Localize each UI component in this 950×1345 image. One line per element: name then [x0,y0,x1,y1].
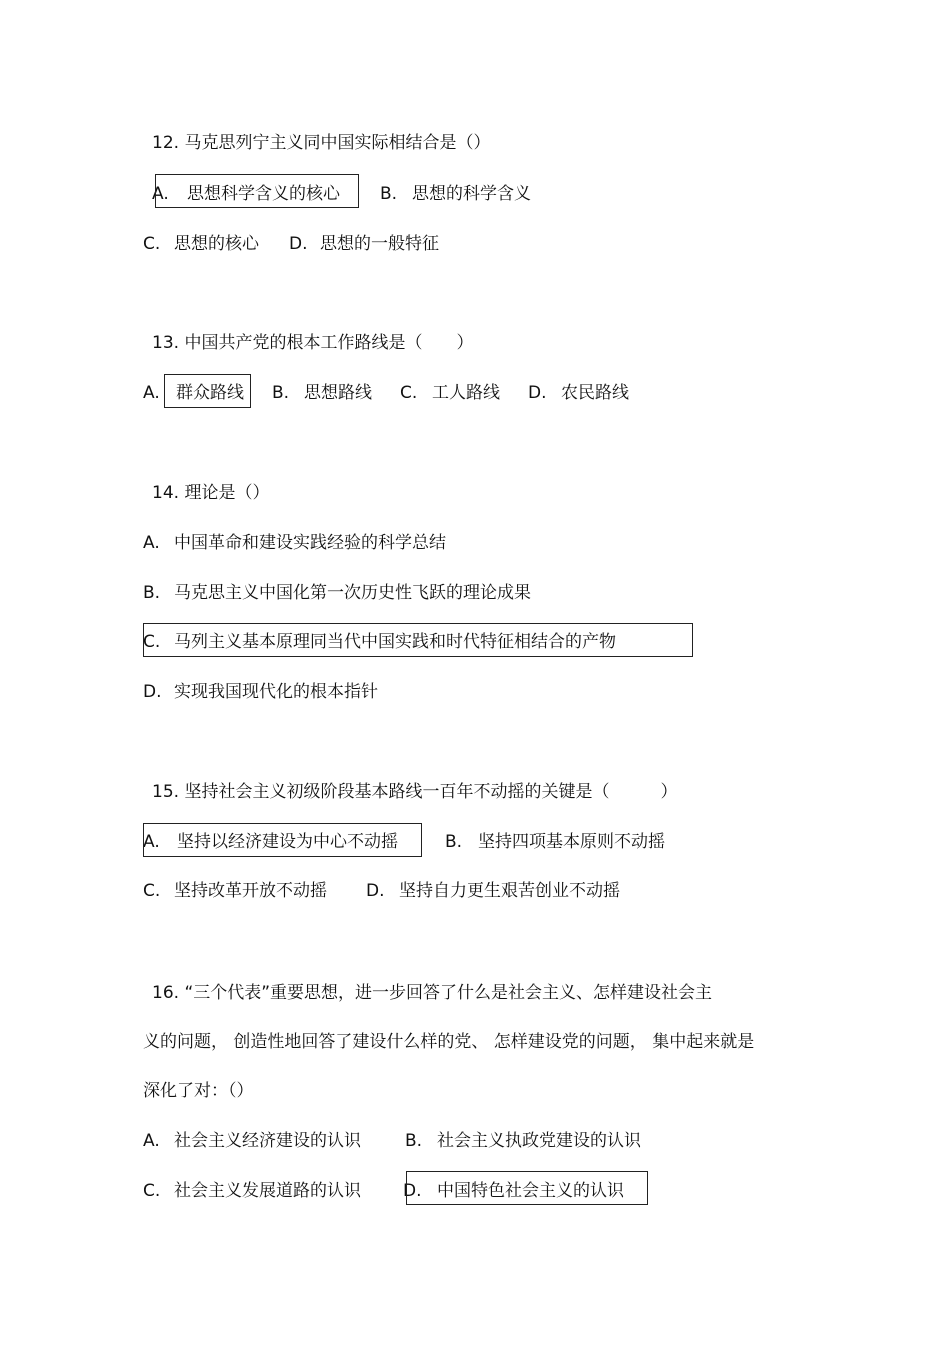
option-b-letter: B. [380,184,398,204]
option-c-text: 思想的核心 [174,234,259,254]
question-12-stem: 12. 马克思列宁主义同中国实际相结合是（） [152,133,491,153]
option-d-text: 中国特色社会主义的认识 [437,1181,624,1201]
option-d-text: 思想的一般特征 [320,234,439,254]
option-c-letter: C. [143,881,161,901]
option-b-text: 思想的科学含义 [412,184,531,204]
option-b-letter: B. [405,1131,423,1151]
option-b-text: 思想路线 [304,383,372,403]
option-d-text: 坚持自力更生艰苦创业不动摇 [399,881,620,901]
option-c-letter: C. [143,1181,161,1201]
answer-box [164,374,251,408]
option-a-text: 群众路线 [176,383,244,403]
option-d-letter: D. [289,234,308,254]
option-b-letter: B. [143,583,161,603]
answer-box [155,174,359,208]
option-d-text: 实现我国现代化的根本指针 [174,682,378,702]
answer-box [143,823,422,857]
option-a-letter: A. [143,383,160,403]
option-a-text: 中国革命和建设实践经验的科学总结 [174,533,446,553]
question-14-stem: 14. 理论是（） [152,483,270,503]
option-c-text: 工人路线 [432,383,500,403]
option-a-letter: A. [143,832,160,852]
option-b-letter: B. [445,832,463,852]
answer-box [406,1171,648,1205]
question-15-stem: 15. 坚持社会主义初级阶段基本路线一百年不动摇的关键是（ ） [152,782,678,802]
option-a-letter: A. [152,184,169,204]
option-d-text: 农民路线 [561,383,629,403]
option-d-letter: D. [528,383,547,403]
option-c-text: 社会主义发展道路的认识 [174,1181,361,1201]
option-b-text: 马克思主义中国化第一次历史性飞跃的理论成果 [174,583,531,603]
question-16-stem-line-3: 深化了对：（） [143,1081,254,1101]
option-b-letter: B. [272,383,290,403]
question-16-stem-line-1: 16. “三个代表”重要思想，进一步回答了什么是社会主义、怎样建设社会主 [152,983,713,1003]
option-a-text: 社会主义经济建设的认识 [174,1131,361,1151]
option-b-text: 社会主义执政党建设的认识 [437,1131,641,1151]
option-a-letter: A. [143,1131,160,1151]
option-a-text: 思想科学含义的核心 [187,184,340,204]
option-c-text: 坚持改革开放不动摇 [174,881,327,901]
question-13-stem: 13. 中国共产党的根本工作路线是（ ） [152,333,474,353]
option-d-letter: D. [366,881,385,901]
option-c-text: 马列主义基本原理同当代中国实践和时代特征相结合的产物 [174,632,616,652]
option-d-letter: D. [403,1181,422,1201]
option-d-letter: D. [143,682,162,702]
option-c-letter: C. [143,234,161,254]
option-b-text: 坚持四项基本原则不动摇 [478,832,665,852]
question-16-stem-line-2: 义的问题， 创造性地回答了建设什么样的党、 怎样建设党的问题， 集中起来就是 [143,1032,755,1052]
option-a-letter: A. [143,533,160,553]
answer-box [143,623,693,657]
option-a-text: 坚持以经济建设为中心不动摇 [177,832,398,852]
option-c-letter: C. [400,383,418,403]
option-c-letter: C. [143,632,161,652]
